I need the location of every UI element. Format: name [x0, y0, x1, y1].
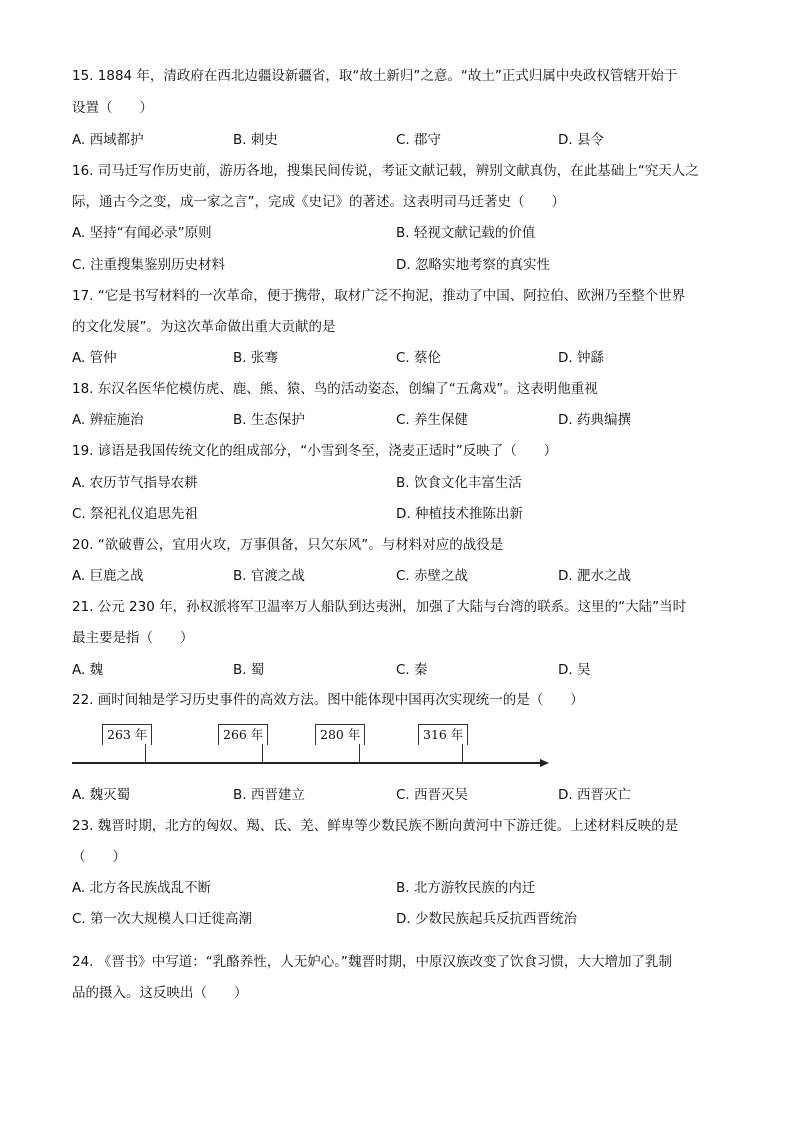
q17-line1: 17. “它是书写材料的一次革命，便于携带，取材广泛不拘泥，推动了中国、阿拉伯、欧洲乃至整个世界: [72, 288, 686, 304]
q20-option-a: A. 巨鹿之战: [72, 568, 144, 584]
q17-option-d: D. 钟繇: [558, 350, 604, 366]
q21-option-d: D. 吴: [558, 662, 591, 678]
q22-option-b: B. 西晋建立: [233, 787, 305, 803]
q22-option-c: C. 西晋灭吴: [396, 787, 469, 803]
q16-line1: 16. 司马迁写作历史前，游历各地，搜集民间传说，考证文献记载，辨别文献真伪，在此基础上“究天人之: [72, 163, 699, 179]
timeline-tick-266: [262, 744, 263, 762]
q21-option-c: C. 秦: [396, 662, 428, 678]
q17-option-a: A. 管仲: [72, 350, 117, 366]
q19-option-d: D. 种植技术推陈出新: [396, 506, 523, 522]
q21-option-a: A. 魏: [72, 662, 104, 678]
q23-option-a: A. 北方各民族战乱不断: [72, 880, 212, 896]
q18-option-b: B. 生态保护: [233, 412, 305, 428]
q18-line1: 18. 东汉名医华佗模仿虎、鹿、熊、猿、鸟的活动姿态，创编了“五禽戏”。这表明他重视: [72, 381, 598, 397]
q18-option-a: A. 辨症施治: [72, 412, 144, 428]
q23-line2: （ ）: [72, 849, 126, 865]
q20-option-c: C. 赤壁之战: [396, 568, 469, 584]
q22-line1: 22. 画时间轴是学习历史事件的高效方法。图中能体现中国再次实现统一的是（ ）: [72, 692, 584, 708]
timeline-arrow-icon: [540, 759, 549, 767]
q18-option-d: D. 药典编撰: [558, 412, 631, 428]
q18-option-c: C. 养生保健: [396, 412, 469, 428]
q24-line1: 24. 《晋书》中写道：“乳酪养性，人无妒心。”魏晋时期，中原汉族改变了饮食习惯，大大增加了乳制: [72, 954, 672, 970]
q23-option-b: B. 北方游牧民族的内迁: [396, 880, 536, 896]
q19-option-b: B. 饮食文化丰富生活: [396, 475, 522, 491]
timeline-tick-280: [359, 744, 360, 762]
q16-line2: 际，通古今之变，成一家之言”，完成《史记》的著述。这表明司马迁著史（ ）: [72, 194, 565, 210]
q16-option-c: C. 注重搜集鉴别历史材料: [72, 257, 226, 273]
q15-option-c: C. 郡守: [396, 132, 442, 148]
q19-line1: 19. 谚语是我国传统文化的组成部分，“小雪到冬至，浇麦正适时”反映了（ ）: [72, 443, 558, 459]
q16-option-a: A. 坚持“有闻必录”原则: [72, 225, 212, 241]
q23-option-c: C. 第一次大规模人口迁徙高潮: [72, 911, 253, 927]
q19-option-c: C. 祭祀礼仪追思先祖: [72, 506, 199, 522]
timeline-tick-263: [145, 744, 146, 762]
q23-line1: 23. 魏晋时期，北方的匈奴、羯、氐、羌、鲜卑等少数民族不断向黄河中下游迁徙。上述材料反映的是: [72, 818, 679, 834]
q23-option-d: D. 少数民族起兵反抗西晋统治: [396, 911, 577, 927]
q20-option-b: B. 官渡之战: [233, 568, 305, 584]
q17-option-b: B. 张骞: [233, 350, 278, 366]
timeline-label-280: 280 年: [315, 724, 365, 745]
q20-line1: 20. “欲破曹公，宜用火攻，万事俱备，只欠东风”。与材料对应的战役是: [72, 537, 504, 553]
q16-option-d: D. 忽略实地考察的真实性: [396, 257, 550, 273]
timeline-figure: [72, 722, 552, 772]
q21-option-b: B. 蜀: [233, 662, 265, 678]
timeline-label-316: 316 年: [418, 724, 468, 745]
q17-option-c: C. 蔡伦: [396, 350, 442, 366]
q15-option-d: D. 县令: [558, 132, 604, 148]
q24-line2: 品的摄入。这反映出（ ）: [72, 985, 248, 1001]
q21-line2: 最主要是指（ ）: [72, 630, 194, 646]
q15-line2: 设置（ ）: [72, 100, 153, 116]
timeline-axis: [72, 762, 542, 764]
q17-line2: 的文化发展”。为这次革命做出重大贡献的是: [72, 319, 336, 335]
q21-line1: 21. 公元 230 年，孙权派将军卫温率万人船队到达夷洲，加强了大陆与台湾的联系。这里的“大陆”当时: [72, 599, 687, 615]
timeline-tick-316: [462, 744, 463, 762]
timeline-label-266: 266 年: [218, 724, 268, 745]
q15-option-a: A. 西域都护: [72, 132, 144, 148]
q15-option-b: B. 刺史: [233, 132, 278, 148]
q16-option-b: B. 轻视文献记载的价值: [396, 225, 536, 241]
timeline-label-263: 263 年: [102, 724, 152, 745]
q19-option-a: A. 农历节气指导农耕: [72, 475, 198, 491]
q22-option-d: D. 西晋灭亡: [558, 787, 631, 803]
q20-option-d: D. 淝水之战: [558, 568, 631, 584]
q22-option-a: A. 魏灭蜀: [72, 787, 131, 803]
q15-line1: 15. 1884 年，清政府在西北边疆设新疆省，取“故土新归”之意。“故土”正式归属中央政权管辖开始于: [72, 68, 678, 84]
